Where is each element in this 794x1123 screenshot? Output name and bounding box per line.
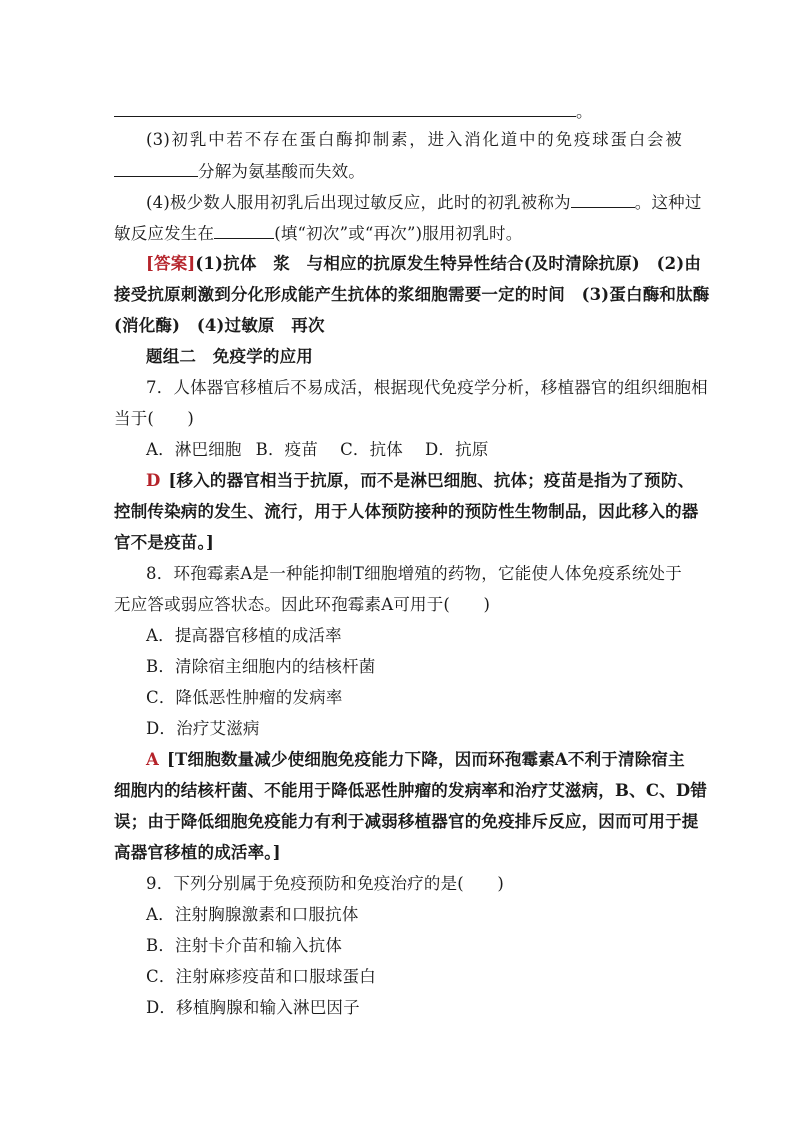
q9-stem: 9．下列分别属于免疫预防和免疫治疗的是( ) — [146, 874, 504, 893]
q8-explanation-line4: 高器官移植的成活率。] — [114, 843, 281, 862]
fill-blank — [214, 222, 274, 239]
fill-blank — [114, 160, 198, 177]
answer-key: A — [146, 750, 160, 769]
q8-option-c: C．降低恶性肿瘤的发病率 — [146, 688, 343, 707]
option-a: A．淋巴细胞 — [146, 440, 242, 459]
q8-option-b: B．清除宿主细胞内的结核杆菌 — [146, 657, 376, 676]
q7-explanation-line1: D [移入的器官相当于抗原，而不是淋巴细胞、抗体；疫苗是指为了预防、 — [146, 471, 695, 490]
q7-explanation-line3: 官不是疫苗。] — [114, 533, 214, 552]
q9-option-d: D．移植胸腺和输入淋巴因子 — [146, 998, 360, 1017]
q9-option-b: B．注射卡介苗和输入抗体 — [146, 936, 343, 955]
q8-explanation-line2: 细胞内的结核杆菌、不能用于降低恶性肿瘤的发病率和治疗艾滋病，B、C、D错 — [114, 781, 708, 800]
q9-option-c: C．注射麻疹疫苗和口服球蛋白 — [146, 967, 376, 986]
q6-part4-line2: 敏反应发生在 (填“初次”或“再次”)服用初乳时。 — [114, 224, 523, 243]
q6-answer-line2: 接受抗原刺激到分化形成能产生抗体的浆细胞需要一定的时间 (3)蛋白酶和肽酶 — [114, 285, 710, 304]
option-b: B．疫苗 — [255, 440, 319, 459]
q6-answer-line1: [答案](1)抗体 浆 与相应的抗原发生特异性结合(及时清除抗原) (2)由 — [146, 254, 702, 273]
q8-explanation-line3: 误；由于降低细胞免疫能力有利于减弱移植器官的免疫排斥反应，因而可用于提 — [114, 812, 699, 831]
q6-part4-line1: (4)极少数人服用初乳后出现过敏反应，此时的初乳被称为 。这种过 — [146, 193, 702, 212]
q9-option-a: A．注射胸腺激素和口服抗体 — [146, 905, 359, 924]
q6-part3-line1: (3)初乳中若不存在蛋白酶抑制素，进入消化道中的免疫球蛋白会被 — [146, 130, 682, 149]
q8-stem-line1: 8．环孢霉素A是一种能抑制T细胞增殖的药物，它能使人体免疫系统处于 — [146, 564, 682, 583]
section-title: 题组二 免疫学的应用 — [146, 347, 313, 366]
fill-blank — [114, 100, 576, 117]
q7-stem-line1: 7．人体器官移植后不易成活，根据现代免疫学分析，移植器官的组织细胞相 — [146, 378, 708, 397]
q8-option-a: A．提高器官移植的成活率 — [146, 626, 342, 645]
q8-stem-line2: 无应答或弱应答状态。因此环孢霉素A可用于( ) — [114, 595, 491, 614]
q6-part3-line2: 分解为氨基酸而失效。 — [114, 160, 682, 183]
option-c: C．抗体 — [340, 440, 403, 459]
q6-answer-line3: (消化酶) (4)过敏原 再次 — [114, 316, 325, 335]
answer-blank-line: 。 — [114, 100, 682, 123]
q8-option-d: D．治疗艾滋病 — [146, 719, 260, 738]
q7-explanation-line2: 控制传染病的发生、流行，用于人体预防接种的预防性生物制品，因此移入的器 — [114, 502, 699, 521]
answer-tag: [答案] — [146, 254, 196, 273]
option-d: D．抗原 — [425, 440, 489, 459]
q8-explanation-line1: A [T细胞数量减少使细胞免疫能力下降，因而环孢霉素A不利于清除宿主 — [146, 750, 685, 769]
fill-blank — [571, 191, 635, 208]
answer-key: D — [146, 471, 161, 490]
q7-options — [146, 439, 682, 461]
q7-stem-line2: 当于( ) — [114, 409, 195, 428]
